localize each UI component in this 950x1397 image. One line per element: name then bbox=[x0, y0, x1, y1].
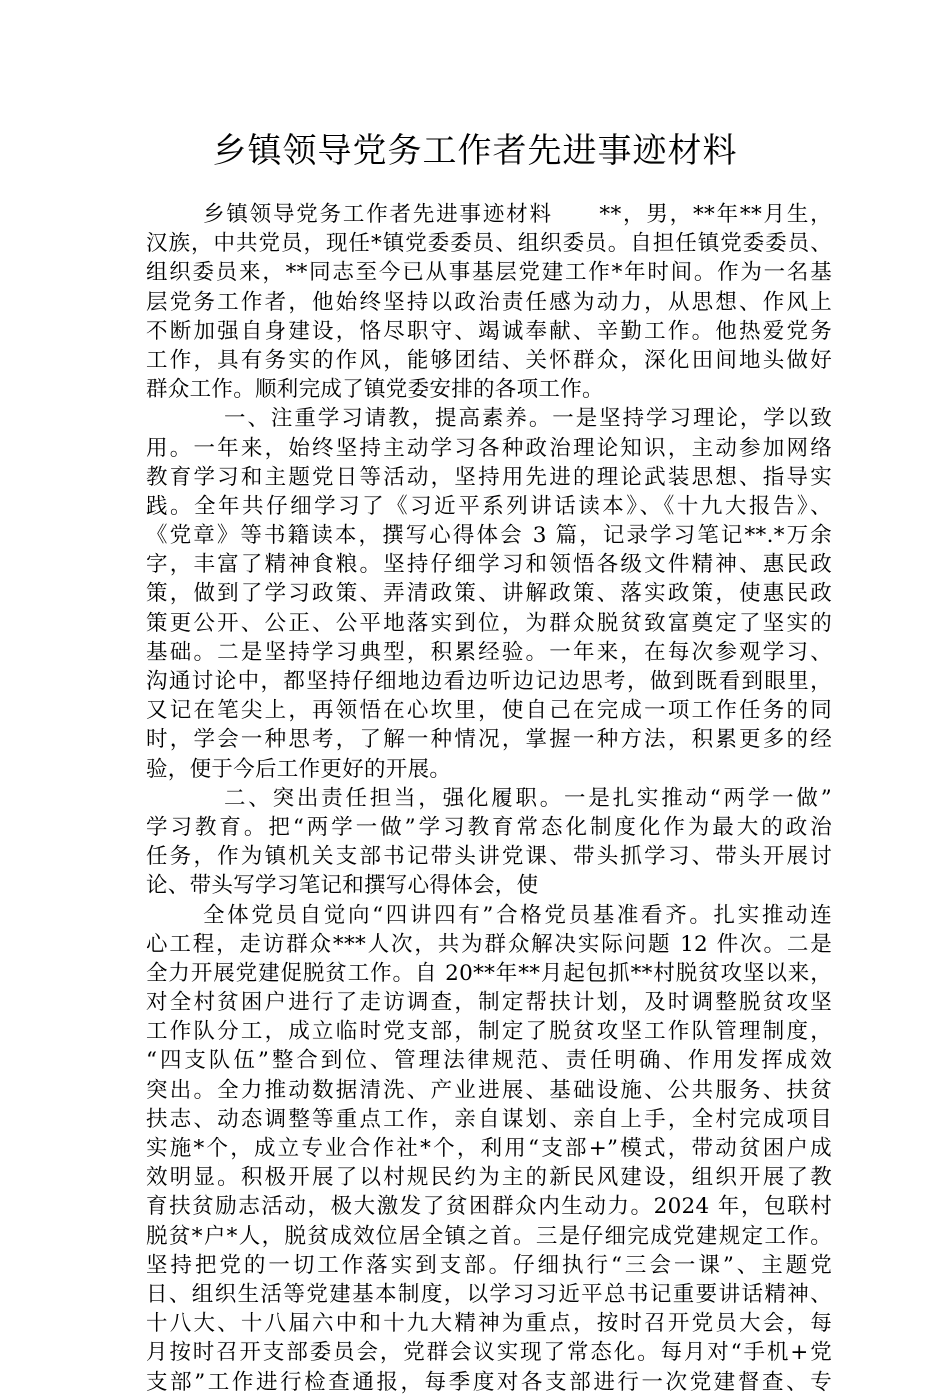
paragraph-line: 又记在笔尖上，再领悟在心坎里，使自己在完成一项工作任务的同 bbox=[146, 698, 832, 724]
paragraph-line: 全力开展党建促脱贫工作。自 20**年**月起包抓**村脱贫攻坚以来， bbox=[146, 960, 832, 986]
document-title: 乡镇领导党务工作者先进事迹材料 bbox=[212, 131, 738, 171]
paragraph-line: 工作，具有务实的作风，能够团结、关怀群众，深化田间地头做好 bbox=[146, 347, 832, 373]
paragraph-line: 支部”工作进行检查通报，每季度对各支部进行一次党建督查、专 bbox=[146, 1369, 832, 1395]
paragraph-line: 沟通讨论中，都坚持仔细地边看边听边记边思考，做到既看到眼里， bbox=[146, 669, 832, 694]
paragraph-line: 日、组织生活等党建基本制度，以学习习近平总书记重要讲话精神、 bbox=[146, 1281, 832, 1307]
paragraph-line: 字，丰富了精神食粮。坚持仔细学习和领悟各级文件精神、惠民政 bbox=[146, 552, 832, 578]
paragraph-line: 坚持把党的一切工作落实到支部。仔细执行“三会一课”、主题党 bbox=[146, 1252, 832, 1278]
paragraph-line: 教育学习和主题党日等活动，坚持用先进的理论武装思想、指导实 bbox=[146, 464, 832, 490]
paragraph-line: 学习教育。把“两学一做”学习教育常态化制度化作为最大的政治 bbox=[146, 814, 832, 840]
paragraph-line: 十八大、十八届六中和十九大精神为重点，按时召开党员大会，每 bbox=[146, 1311, 832, 1337]
paragraph-line: “四支队伍”整合到位、管理法律规范、责任明确、作用发挥成效 bbox=[146, 1048, 832, 1074]
paragraph-line: 突出。全力推动数据清洗、产业进展、基础设施、公共服务、扶贫 bbox=[146, 1077, 832, 1103]
paragraph-line: 《党章》等书籍读本，撰写心得体会 3 篇，记录学习笔记**.*万余 bbox=[146, 523, 832, 549]
paragraph-line: 二、突出责任担当，强化履职。一是扎实推动“两学一做” bbox=[224, 785, 832, 811]
paragraph-line: 策，做到了学习政策、弄清政策、讲解政策、落实政策，使惠民政 bbox=[146, 581, 832, 607]
document-body bbox=[146, 200, 832, 1397]
paragraph-line: 乡镇领导党务工作者先进事迹材料 **，男，**年**月生， bbox=[203, 202, 832, 227]
paragraph-line: 全体党员自觉向“四讲四有”合格党员基准看齐。扎实推动连 bbox=[203, 902, 832, 928]
paragraph-line: 汉族，中共党员，现任*镇党委委员、组织委员。自担任镇党委委员、 bbox=[146, 231, 832, 257]
paragraph-line: 组织委员来，**同志至今已从事基层党建工作*年时间。作为一名基 bbox=[146, 260, 832, 286]
paragraph-line: 扶志、动态调整等重点工作，亲自谋划、亲自上手，全村完成项目 bbox=[146, 1106, 832, 1132]
paragraph-line: 一、注重学习请教，提高素养。一是坚持学习理论，学以致 bbox=[224, 406, 832, 432]
paragraph-line: 效明显。积极开展了以村规民约为主的新民风建设，组织开展了教 bbox=[146, 1165, 832, 1191]
paragraph-line: 用。一年来，始终坚持主动学习各种政治理论知识，主动参加网络 bbox=[146, 435, 832, 461]
paragraph-line: 验，便于今后工作更好的开展。 bbox=[146, 756, 452, 782]
paragraph-line: 层党务工作者，他始终坚持以政治责任感为动力，从思想、作风上 bbox=[146, 289, 832, 315]
paragraph-line: 时，学会一种思考，了解一种情况，掌握一种方法，积累更多的经 bbox=[146, 727, 832, 753]
paragraph-line: 对全村贫困户进行了走访调查，制定帮扶计划，及时调整脱贫攻坚 bbox=[146, 990, 832, 1016]
paragraph-line: 策更公开、公正、公平地落实到位，为群众脱贫致富奠定了坚实的 bbox=[146, 610, 832, 636]
paragraph-line: 心工程，走访群众***人次，共为群众解决实际问题 12 件次。二是 bbox=[146, 931, 832, 957]
paragraph-line: 月按时召开支部委员会，党群会议实现了常态化。每月对“手机+党 bbox=[146, 1340, 832, 1366]
paragraph-line: 脱贫*户*人，脱贫成效位居全镇之首。三是仔细完成党建规定工作。 bbox=[146, 1223, 832, 1249]
paragraph-line: 育扶贫励志活动，极大激发了贫困群众内生动力。2024 年，包联村 bbox=[146, 1194, 832, 1220]
paragraph-line: 践。全年共仔细学习了《习近平系列讲话读本》、《十九大报告》、 bbox=[146, 493, 832, 519]
paragraph-line: 任务，作为镇机关支部书记带头讲党课、带头抓学习、带头开展讨 bbox=[146, 844, 832, 870]
paragraph-line: 论、带头写学习笔记和撰写心得体会，使 bbox=[146, 873, 539, 899]
paragraph-line: 群众工作。顺利完成了镇党委安排的各项工作。 bbox=[146, 377, 604, 403]
paragraph-line: 基础。二是坚持学习典型，积累经验。一年来，在每次参观学习、 bbox=[146, 639, 832, 665]
paragraph-line: 工作队分工，成立临时党支部，制定了脱贫攻坚工作队管理制度， bbox=[146, 1019, 832, 1045]
paragraph-line: 实施*个，成立专业合作社*个，利用“支部+”模式，带动贫困户成 bbox=[146, 1136, 832, 1161]
paragraph-line: 不断加强自身建设，恪尽职守、竭诚奉献、辛勤工作。他热爱党务 bbox=[146, 318, 832, 344]
